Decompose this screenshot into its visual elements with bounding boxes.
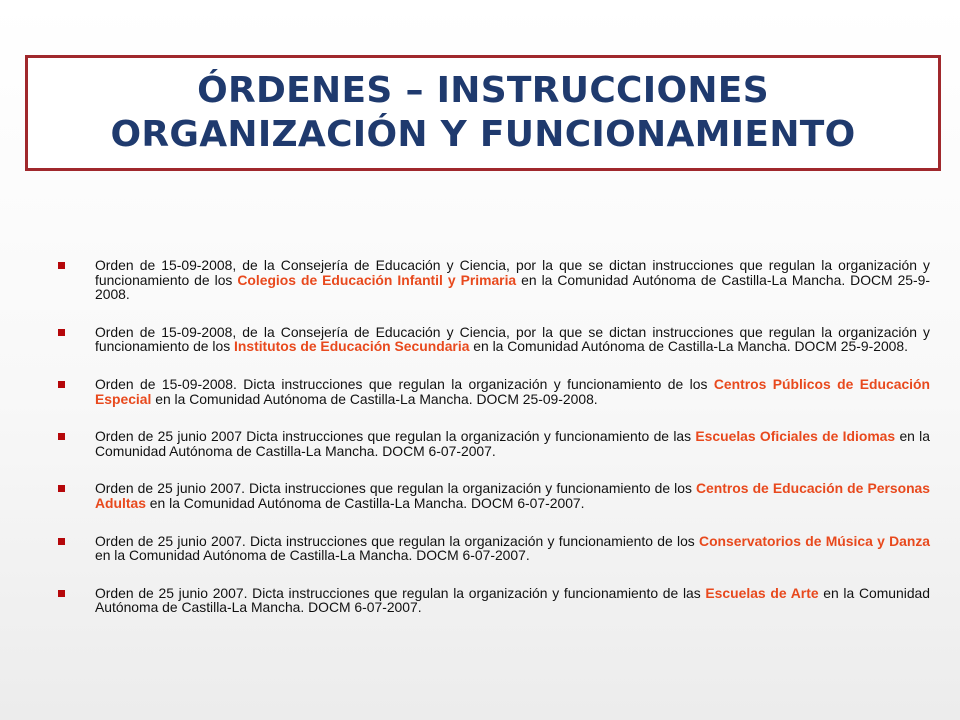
item-text: Orden de 15-09-2008. Dicta instrucciones que regulan la organización y funcionamiento de los xyxy=(95,375,714,392)
bullet-square-icon xyxy=(58,433,65,440)
list-item xyxy=(58,258,930,302)
title-line-1: ÓRDENES – INSTRUCCIONES xyxy=(197,70,769,111)
item-text: Orden de 25 junio 2007 Dicta instrucciones que regulan la organización y funcionamiento de las xyxy=(95,428,696,445)
item-text: en la Comunidad Autónoma de Castilla-La Mancha. DOCM 6-07-2007. xyxy=(95,428,930,459)
bullet-square-icon xyxy=(58,485,65,492)
item-text: en la Comunidad Autónoma de Castilla-La Mancha. DOCM 6-07-2007. xyxy=(145,494,585,511)
item-text: Orden de 25 junio 2007. Dicta instrucciones que regulan la organización y funcionamiento de las xyxy=(95,584,706,601)
list-item xyxy=(58,325,930,354)
item-text: en la Comunidad Autónoma de Castilla-La Mancha. DOCM 25-9-2008. xyxy=(469,338,908,355)
item-text: en la Comunidad Autónoma de Castilla-La Mancha. DOCM 6-07-2007. xyxy=(95,584,930,616)
item-highlight: Escuelas de Arte xyxy=(705,584,819,601)
bullet-square-icon xyxy=(58,381,65,388)
item-text: en la Comunidad Autónoma de Castilla-La Mancha. DOCM 25-09-2008. xyxy=(151,390,598,407)
bullet-square-icon xyxy=(58,538,65,545)
item-highlight: Centros de Educación de Personas Adultas xyxy=(95,480,931,511)
title-line-2: ORGANIZACIÓN Y FUNCIONAMIENTO xyxy=(110,114,856,155)
item-text: Orden de 25 junio 2007. Dicta instrucciones que regulan la organización y funcionamiento de los xyxy=(95,480,696,497)
item-highlight: Conservatorios de Música y Danza xyxy=(699,532,930,549)
item-text: Orden de 15-09-2008, de la Consejería de Educación y Ciencia, por la que se dictan instrucciones que regulan la organización y funcionamiento de los xyxy=(95,257,930,288)
item-text: Orden de 15-09-2008, de la Consejería de Educación y Ciencia, por la que se dictan instrucciones que regulan la organización y funcionamiento de los xyxy=(95,323,930,355)
list-item xyxy=(58,586,930,615)
item-text: en la Comunidad Autónoma de Castilla-La Mancha. DOCM 6-07-2007. xyxy=(95,547,530,564)
item-text: Orden de 25 junio 2007. Dicta instrucciones que regulan la organización y funcionamiento de los xyxy=(95,532,700,549)
orders-list xyxy=(58,258,930,638)
list-item xyxy=(58,377,930,406)
bullet-square-icon xyxy=(58,590,65,597)
title-box xyxy=(25,55,941,171)
bullet-square-icon xyxy=(58,329,65,336)
item-highlight: Escuelas Oficiales de Idiomas xyxy=(695,428,896,445)
list-item xyxy=(58,534,930,563)
item-text: en la Comunidad Autónoma de Castilla-La Mancha. DOCM 25-9-2008. xyxy=(95,271,931,303)
list-item xyxy=(58,481,930,510)
item-highlight: Institutos de Educación Secundaria xyxy=(234,338,470,355)
bullet-square-icon xyxy=(58,262,65,269)
item-highlight: Colegios de Educación Infantil y Primaria xyxy=(237,271,517,288)
item-highlight: Centros Públicos de Educación Especial xyxy=(95,375,930,407)
list-item xyxy=(58,429,930,458)
